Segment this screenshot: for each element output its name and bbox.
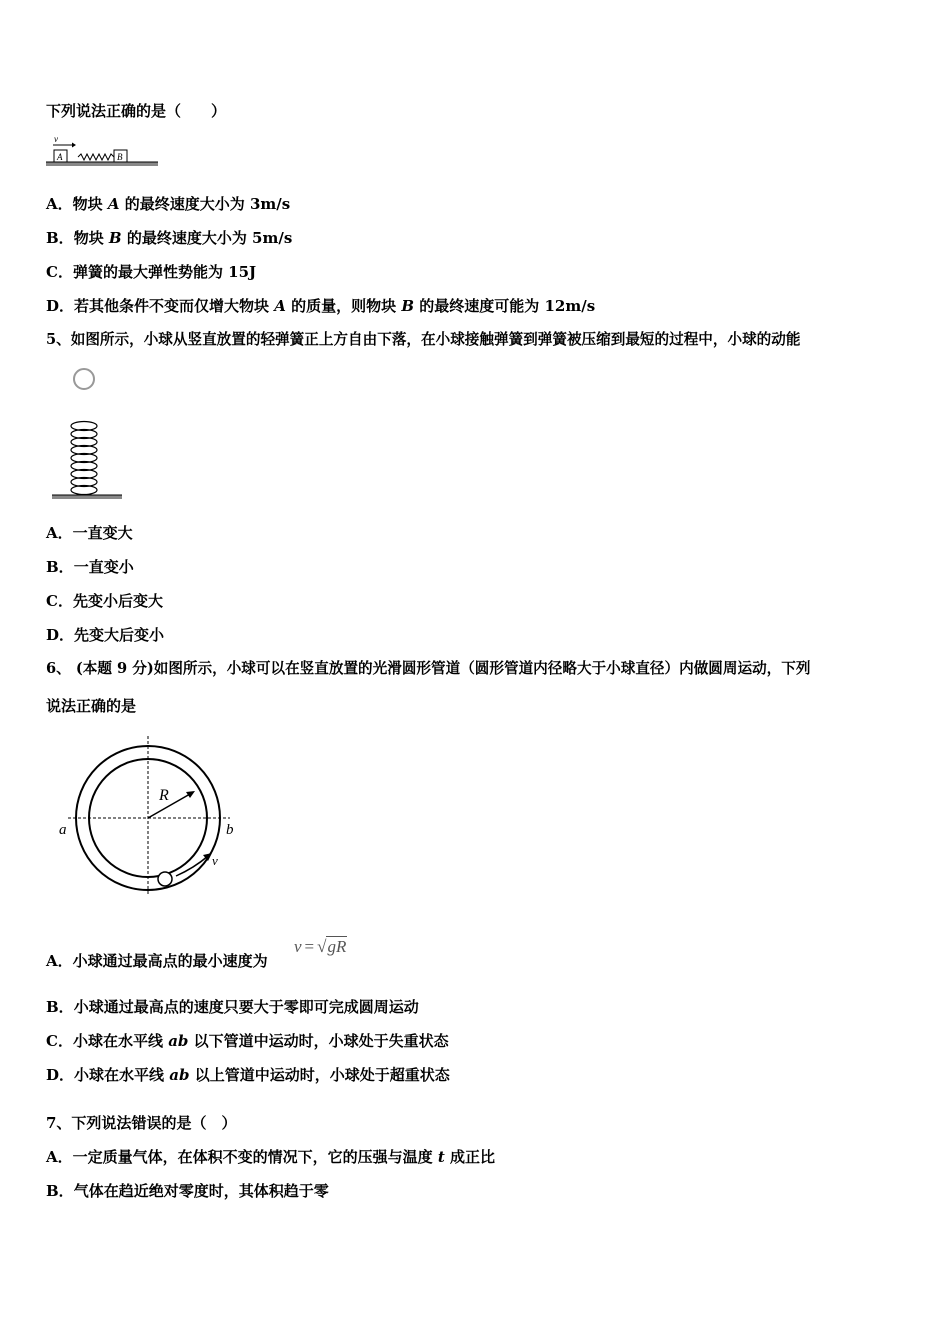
q4-option-d: D．若其他条件不变而仅增大物块 A 的质量，则物块 B 的最终速度可能为 12m/s	[46, 297, 596, 315]
q6-option-b: B．小球通过最高点的速度只要大于零即可完成圆周运动	[46, 998, 419, 1016]
q7-stem: 7、下列说法错误的是（ ）	[46, 1114, 237, 1132]
q6-circular-tube-figure	[52, 734, 242, 900]
q5-ball-spring-figure	[48, 364, 128, 504]
small-ball	[158, 872, 172, 886]
q4-figure-b-label: B	[117, 152, 123, 162]
label-r: R	[159, 787, 169, 804]
ground	[52, 495, 122, 499]
q7-option-b: B．气体在趋近绝对零度时，其体积趋于零	[46, 1182, 329, 1200]
q4-figure-a-label: A	[57, 152, 63, 162]
ground	[46, 162, 158, 166]
q5-option-c: C．先变小后变大	[46, 592, 163, 610]
label-a: a	[59, 822, 67, 838]
q5-stem: 5、如图所示，小球从竖直放置的轻弹簧正上方自由下落，在小球接触弹簧到弹簧被压缩到最短的过程中，小球的动能	[46, 331, 801, 348]
label-v: v	[212, 853, 218, 868]
q5-option-a: A．一直变大	[46, 524, 133, 542]
q4-figure-v-label: v	[54, 134, 58, 144]
radius-arrow	[148, 794, 190, 818]
q5-option-d: D．先变大后变小	[46, 626, 165, 644]
q4-option-a: A．物块 A 的最终速度大小为 3m/s	[46, 195, 291, 213]
label-b: b	[226, 822, 234, 838]
q7-option-a: A．一定质量气体，在体积不变的情况下，它的压强与温度 t 成正比	[46, 1148, 496, 1166]
q4-stem: 下列说法正确的是（ ）	[46, 102, 227, 120]
q6-stem-line2: 说法正确的是	[46, 697, 137, 715]
q5-option-b: B．一直变小	[46, 558, 134, 576]
q4-option-b: B．物块 B 的最终速度大小为 5m/s	[46, 229, 293, 247]
q4-block-spring-figure	[44, 133, 162, 169]
vertical-spring	[71, 422, 97, 495]
q6-option-a: A．小球通过最高点的最小速度为	[46, 952, 268, 970]
spring	[78, 154, 114, 160]
ball	[74, 369, 94, 389]
q6-stem-line1: 6、 (本题 9 分)如图所示，小球可以在竖直放置的光滑圆形管道（圆形管道内径略大于小球直径）内做圆周运动，下列	[46, 660, 811, 677]
q6-option-c: C．小球在水平线 ab 以下管道中运动时，小球处于失重状态	[46, 1032, 449, 1050]
q6-option-d: D．小球在水平线 ab 以上管道中运动时，小球处于超重状态	[46, 1066, 450, 1084]
formula-v-sqrt-gr: v = √gR	[294, 937, 347, 956]
q4-option-c: C．弹簧的最大弹性势能为 15J	[46, 263, 257, 281]
